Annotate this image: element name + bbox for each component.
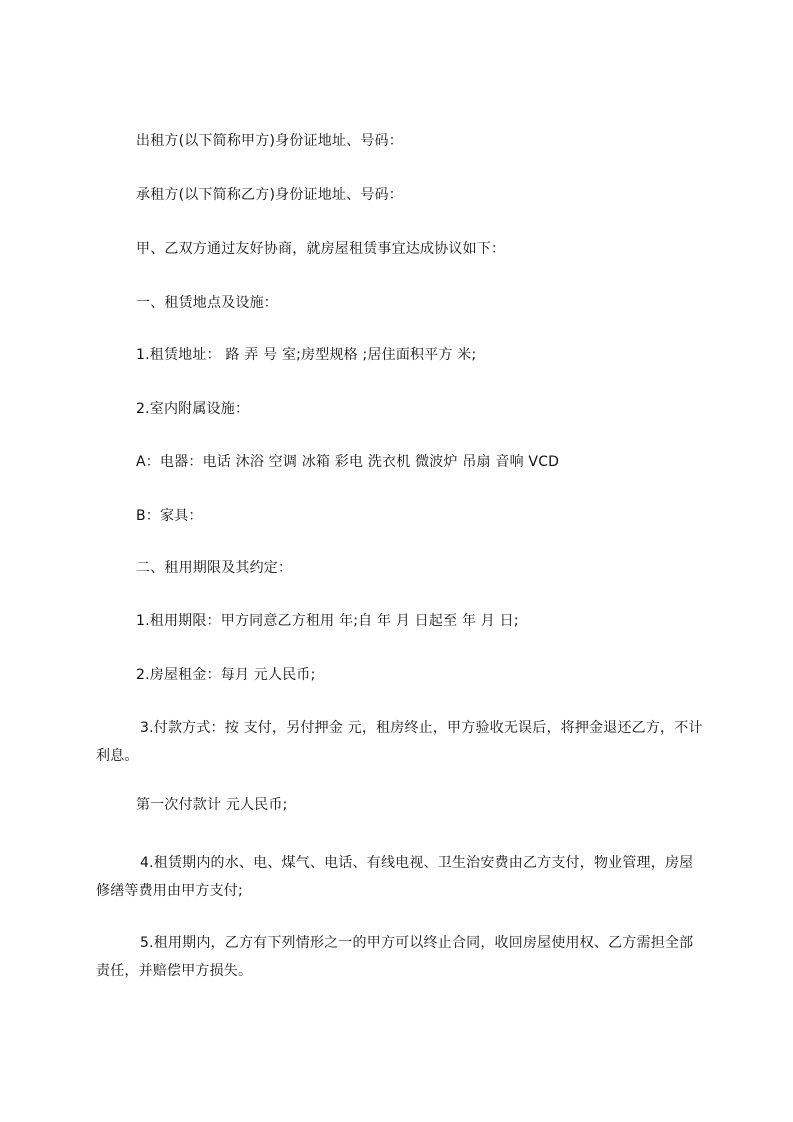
appliances-line: A：电器：电话 沐浴 空调 冰箱 彩电 洗衣机 微波炉 吊扇 音响 VCD <box>136 454 560 470</box>
lessor-id-line: 出租方(以下简称甲方)身份证地址、号码： <box>136 133 403 149</box>
furniture-line: B：家具： <box>136 508 203 524</box>
section-two-heading: 二、租用期限及其约定： <box>136 560 293 576</box>
lease-address-line: 1.租赁地址： 路 弄 号 室;房型规格 ;居住面积平方 米; <box>136 347 477 363</box>
lessee-id-line: 承租方(以下简称乙方)身份证地址、号码： <box>136 187 403 203</box>
facilities-line: 2.室内附属设施： <box>136 401 250 417</box>
lease-term-line: 1.租用期限：甲方同意乙方租用 年;自 年 月 日起至 年 月 日; <box>136 613 519 629</box>
payment-method-paragraph: 3.付款方式：按 支付，另付押金 元，租房终止，甲方验收无误后，将押金退还乙方，不计利息。 <box>96 720 703 764</box>
section-one-heading: 一、租赁地点及设施： <box>136 295 278 311</box>
rent-line: 2.房屋租金：每月 元人民币; <box>136 667 316 683</box>
termination-paragraph: 5.租用期内，乙方有下列情形之一的甲方可以终止合同，收回房屋使用权、乙方需担全部责任，并赔偿甲方损失。 <box>96 935 694 979</box>
utility-fees-paragraph: 4.租赁期内的水、电、煤气、电话、有线电视、卫生治安费由乙方支付，物业管理，房屋修缮等费用由甲方支付; <box>96 855 694 899</box>
first-payment-line: 第一次付款计 元人民币; <box>136 797 288 813</box>
agreement-intro-line: 甲、乙双方通过友好协商，就房屋租赁事宜达成协议如下： <box>136 241 506 257</box>
